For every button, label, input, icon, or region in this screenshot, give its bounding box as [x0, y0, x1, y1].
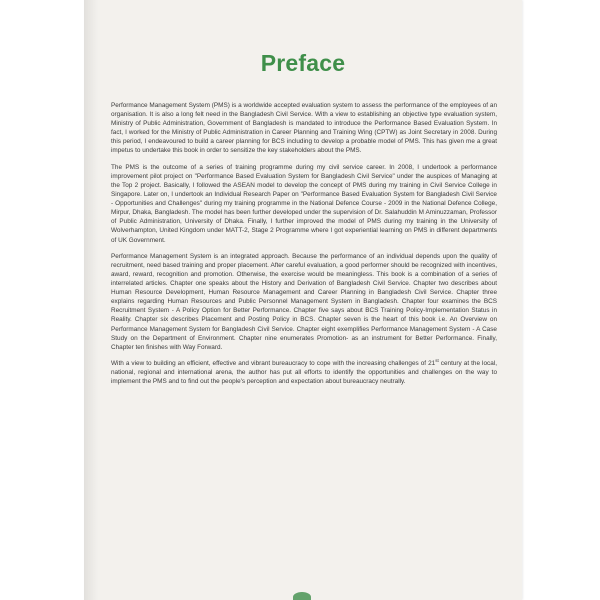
paragraph-2: The PMS is the outcome of a series of training programme during my civil service career. In 2008, I undertook a performance improvement pilot project on "Performance Based Evaluation System for Bangladesh Civil Service" under the auspices of Managing at the Top 2 project. Basically, I followed the ASEAN model to develop the concept of PMS during my training in Civil Service College in Singapore. Later on, I undertook an Individual Research Paper on "Performance Based Evaluation System for Bangladesh Civil Service - Opportunities and Challenges" during my training programme in the National Defence Course - 2009 in the National Defence College, Mirpur, Dhaka, Bangladesh. The model has been further developed under the supervision of Dr. Salahuddin M Aminuzzaman, Professor of Public Administration, University of Dhaka. Finally, I further improved the model of PMS during my training in the University of Wolverhampton, United Kingdom under MATT-2, Stage 2 Programme where I got experiential learning on PMS in different departments of UK Government.	[111, 163, 497, 244]
ordinal-suffix: st	[435, 357, 439, 363]
preface-body	[111, 101, 497, 393]
spine-shadow	[84, 0, 98, 600]
paragraph-4	[111, 359, 497, 386]
paragraph-1: Performance Management System (PMS) is a worldwide accepted evaluation system to assess the performance of the employees of an organisation. It is also a long felt need in the Bangladesh Civil Service. With a view to establishing an objective type evaluation system, Ministry of Public Administration, Government of Bangladesh is mandated to introduce the Performance Based Evaluation System. In fact, I worked for the Ministry of Public Administration in Career Planning and Training Wing (CPTW) as Joint Secretary in 2008. During this period, I endeavoured to build a career planning for BCS including to develop a probable model of PMS. This has given me a great impetus to undertake this book in order to sensitize the key stakeholders about the PMS.	[111, 102, 497, 155]
paragraph-4-text-start: With a view to building an efficient, effective and vibrant bureaucracy to cope with the increasing challenges of 21	[111, 360, 436, 367]
page-title: Preface	[260, 50, 346, 76]
page-ornament	[293, 592, 311, 600]
paragraph-3: Performance Management System is an integrated approach. Because the performance of an individual depends upon the quality of recruitment, need based training and proper placement. After careful evaluation, a good performer should be recognized with incentives, award, reward, recognition and promotion. Otherwise, the exercise would be meaningless. This book is a combination of a series of interrelated articles. Chapter one speaks about the History and Derivation of Bangladesh Civil Service. Chapter two describes about Human Resource Development, Human Resource Management and Career Planning in Bangladesh Civil Service. Chapter three explains regarding Human Resources and Public Personnel Management System in Bangladesh. Chapter four examines the BCS Recruitment System - A Policy Option for Better Performance. Chapter five says about BCS Training Policy-Implementation Status in Reality. Chapter six describes Placement and Posting Policy in BCS. Chapter seven is the heart of this book i.e. An Overview on Performance Management System for Bangladesh Civil Service. Chapter eight exemplifies Performance Management System - A Case Study on the Department of Environment. Chapter nine enumerates Promotion- as an instrument for Better Performance. Finally, Chapter ten finishes with Way Forward.	[111, 252, 497, 351]
paragraph-4-text-end: century at the local, national, regional and international arena, the author has put all efforts to identify the opportunities and challenges on the way to implement the PMS and to find out the people's perception and expectation about bureaucracy neutrally.	[111, 360, 497, 386]
